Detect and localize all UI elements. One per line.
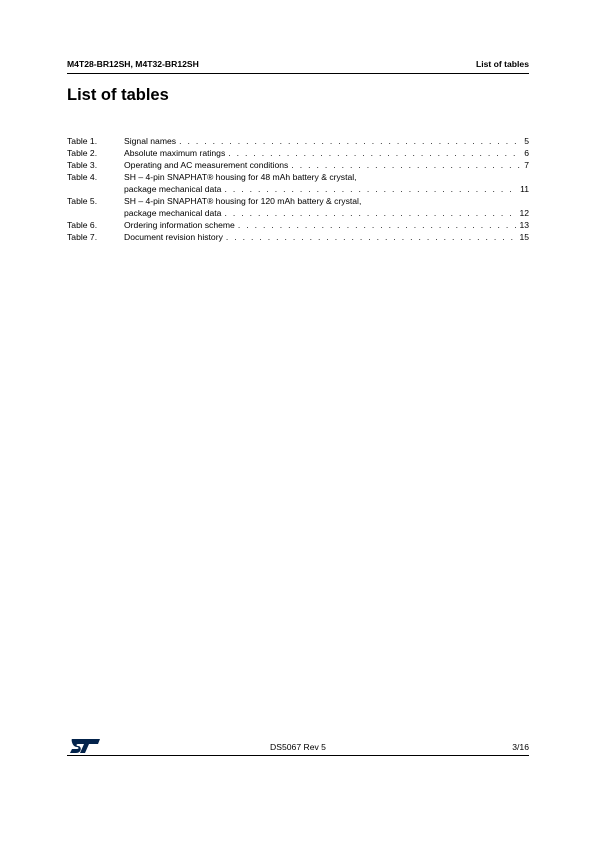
toc-entry-page[interactable]: 12 [519,208,529,218]
toc-entry-title: Ordering information scheme [124,220,235,230]
toc-entry-page[interactable]: 6 [524,148,529,158]
toc-entry-title: package mechanical data [124,208,222,218]
toc-entry-number: Table 2. [67,148,98,158]
toc-entry-title: Document revision history [124,232,223,242]
toc-dot-leader [228,147,521,159]
toc-entry[interactable] [67,219,529,231]
toc-entry-number: Table 1. [67,136,98,146]
toc-dot-leader [224,183,517,195]
toc-entry-number: Table 3. [67,160,98,170]
toc-entry-number: Table 6. [67,220,98,230]
footer-rule [67,755,529,756]
toc-entry[interactable] [67,147,529,159]
toc-entry-page[interactable]: 11 [520,184,529,194]
toc-entry-page[interactable]: 15 [519,232,529,242]
toc-dot-leader [238,219,517,231]
toc-entry-title: SH – 4-pin SNAPHAT® housing for 120 mAh battery & crystal, [124,196,362,206]
toc-entry-page[interactable]: 7 [524,160,529,170]
toc-dot-leader [179,135,521,147]
toc-entry-page[interactable]: 5 [524,136,529,146]
toc-entry-page[interactable]: 13 [519,220,529,230]
toc-entry-title: Absolute maximum ratings [124,148,226,158]
toc-entry-title: Signal names [124,136,177,146]
toc-dot-leader [226,231,517,243]
toc-entry-title: package mechanical data [124,184,222,194]
page-header [67,57,529,74]
header-product: M4T28-BR12SH, M4T32-BR12SH [67,59,199,69]
toc-entry[interactable] [67,231,529,243]
toc-entry[interactable] [67,135,529,147]
toc-entry[interactable] [67,171,529,195]
toc-entry-number: Table 5. [67,196,98,206]
page-title: List of tables [67,86,169,104]
toc-entry-number: Table 4. [67,172,98,182]
toc-entry-title: SH – 4-pin SNAPHAT® housing for 48 mAh battery & crystal, [124,172,357,182]
footer-page-number: 3/16 [512,742,529,752]
toc-dot-leader [291,159,521,171]
toc-entry[interactable] [67,195,529,219]
table-list [67,135,529,243]
footer-doc-id: DS5067 Rev 5 [270,742,326,752]
toc-entry-title: Operating and AC measurement conditions [124,160,289,170]
toc-entry-number: Table 7. [67,232,98,242]
toc-entry[interactable] [67,159,529,171]
header-section: List of tables [475,59,529,69]
toc-dot-leader [224,207,516,219]
